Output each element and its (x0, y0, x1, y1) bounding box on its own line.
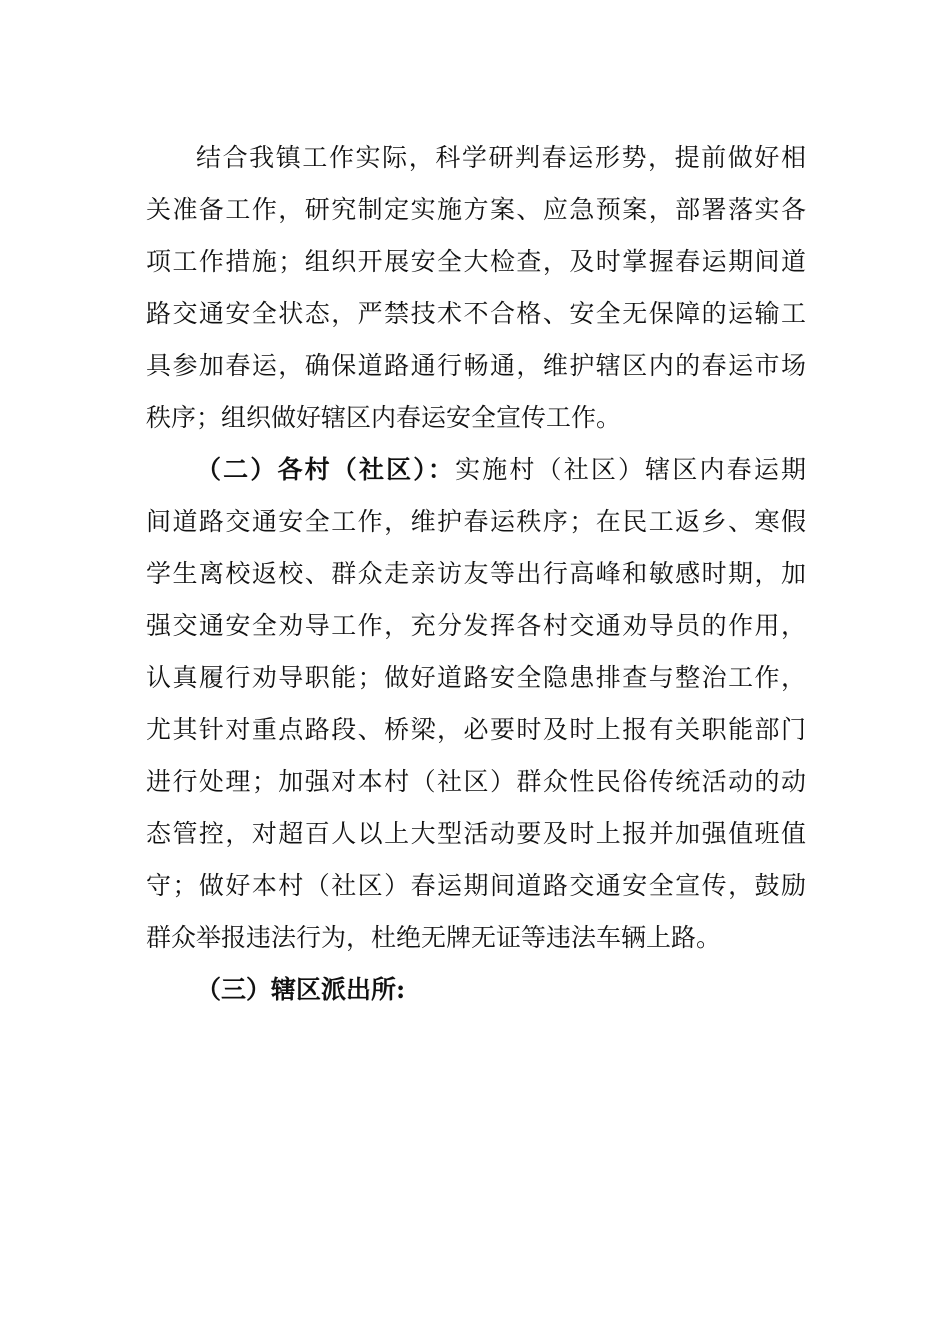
paragraph-1-line-1: 结合我镇工作实际，科学研判春运形势，提前做好相 (196, 143, 806, 172)
section-2-line-3: 学生离校返校、群众走亲访友等出行高峰和敏感时期，加 (146, 559, 806, 588)
paragraph-1-line-2: 关准备工作，研究制定实施方案、应急预案，部署落实各 (146, 195, 806, 224)
section-2-line-7: 进行处理；加强对本村（社区）群众性民俗传统活动的动 (146, 767, 806, 796)
section-2-line-5: 认真履行劝导职能；做好道路安全隐患排查与整治工作， (146, 663, 806, 692)
section-2-line-8: 态管控，对超百人以上大型活动要及时上报并加强值班值 (146, 819, 806, 848)
section-2-heading: （二）各村（社区）： (196, 455, 456, 484)
paragraph-1-line-3: 项工作措施；组织开展安全大检查，及时掌握春运期间道 (146, 247, 806, 276)
paragraph-1-line-4: 路交通安全状态，严禁技术不合格、安全无保障的运输工 (146, 299, 806, 328)
section-2-line-10: 群众举报违法行为，杜绝无牌无证等违法车辆上路。 (146, 923, 722, 952)
section-2-line-2: 间道路交通安全工作，维护春运秩序；在民工返乡、寒假 (146, 507, 806, 536)
section-2-line-4: 强交通安全劝导工作，充分发挥各村交通劝导员的作用， (146, 611, 806, 640)
section-2-line-1-text: 实施村（社区）辖区内春运期 (455, 455, 806, 484)
paragraph-1-line-5: 具参加春运，确保道路通行畅通，维护辖区内的春运市场 (146, 351, 806, 380)
paragraph-1-line-6: 秩序；组织做好辖区内春运安全宣传工作。 (146, 403, 622, 432)
section-3-heading: （三）辖区派出所: (196, 975, 406, 1004)
section-2-line-6: 尤其针对重点路段、桥梁，必要时及时上报有关职能部门 (146, 715, 806, 744)
section-2-line-1 (196, 450, 806, 490)
section-2-line-9: 守；做好本村（社区）春运期间道路交通安全宣传，鼓励 (146, 871, 806, 900)
